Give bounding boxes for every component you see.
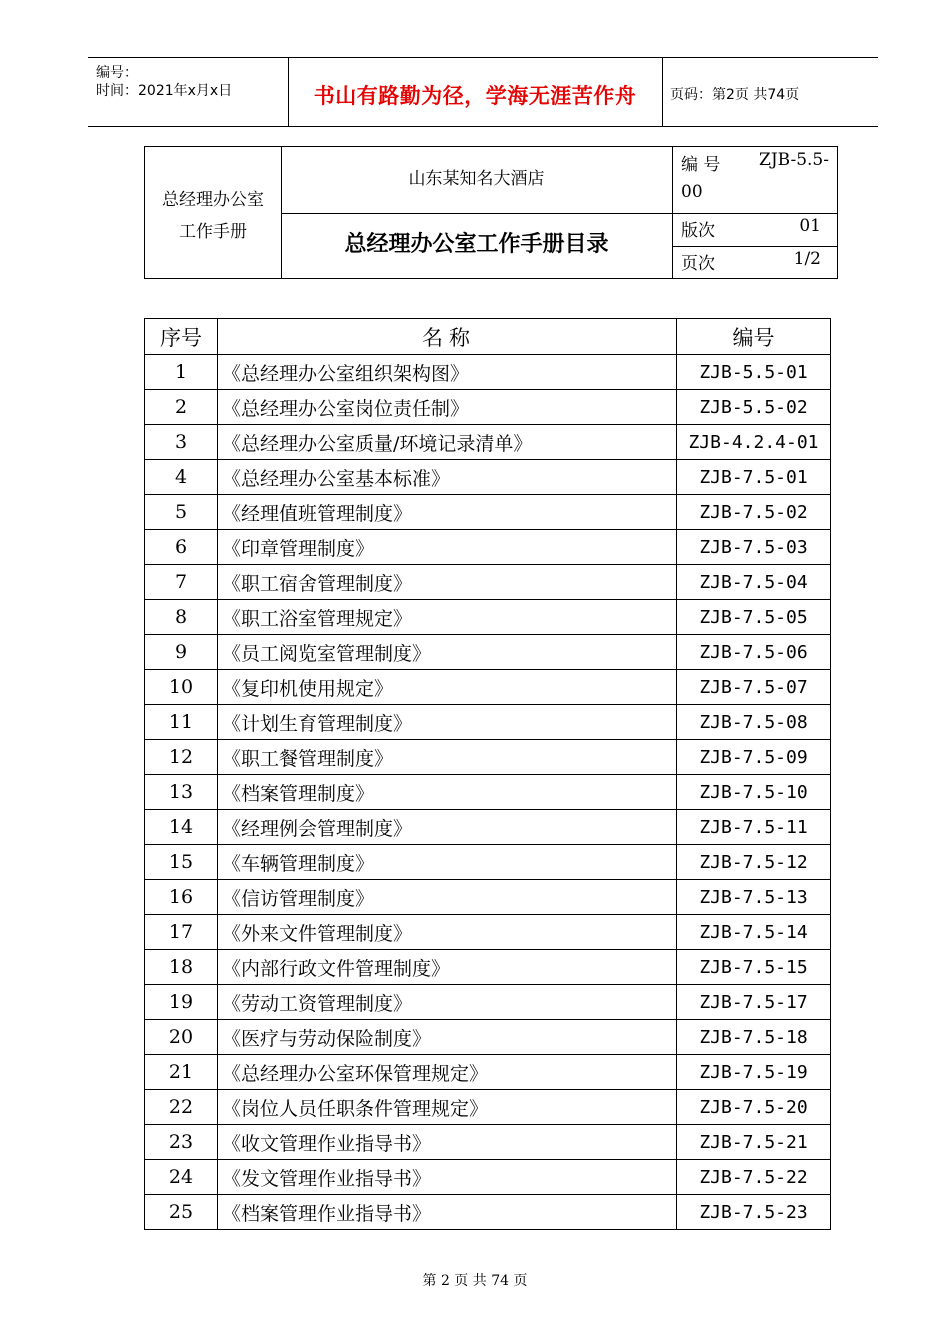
table-row — [145, 460, 831, 495]
table-row — [145, 1055, 831, 1090]
banner-page-info: 页码：第2页 共74页 — [670, 87, 800, 103]
header-name: 名称 — [218, 319, 677, 355]
table-row — [145, 1195, 831, 1230]
table-row — [145, 530, 831, 565]
department-cell — [145, 147, 282, 278]
row-name: 《发文管理作业指导书》 — [218, 1160, 677, 1195]
row-name: 《职工浴室管理规定》 — [218, 600, 677, 635]
row-code: ZJB-7.5-19 — [677, 1055, 831, 1090]
row-code: ZJB-7.5-10 — [677, 775, 831, 810]
table-row — [145, 1020, 831, 1055]
row-name: 《职工宿舍管理制度》 — [218, 565, 677, 600]
contents-table — [144, 318, 831, 1230]
header-code: 编号 — [677, 319, 831, 355]
row-code: ZJB-4.2.4-01 — [677, 425, 831, 460]
page-footer: 第 2 页 共 74 页 — [422, 1273, 528, 1289]
header-number: 序号 — [145, 319, 218, 355]
row-code: ZJB-7.5-01 — [677, 460, 831, 495]
page-value: 1/2 — [793, 249, 821, 269]
row-name: 《总经理办公室质量/环境记录清单》 — [218, 425, 677, 460]
row-code: ZJB-7.5-03 — [677, 530, 831, 565]
banner-page-cell — [662, 58, 878, 126]
row-code: ZJB-7.5-23 — [677, 1195, 831, 1230]
table-row — [145, 355, 831, 390]
table-row — [145, 425, 831, 460]
department-line-2: 工作手册 — [179, 222, 247, 242]
row-number: 3 — [145, 425, 218, 460]
row-number: 6 — [145, 530, 218, 565]
row-number: 15 — [145, 845, 218, 880]
row-number: 5 — [145, 495, 218, 530]
row-name: 《职工餐管理制度》 — [218, 740, 677, 775]
row-number: 25 — [145, 1195, 218, 1230]
row-code: ZJB-7.5-05 — [677, 600, 831, 635]
row-code: ZJB-5.5-02 — [677, 390, 831, 425]
row-name: 《收文管理作业指导书》 — [218, 1125, 677, 1160]
row-code: ZJB-7.5-13 — [677, 880, 831, 915]
row-code: ZJB-7.5-22 — [677, 1160, 831, 1195]
row-code: ZJB-7.5-02 — [677, 495, 831, 530]
table-row — [145, 950, 831, 985]
table-row — [145, 880, 831, 915]
row-number: 22 — [145, 1090, 218, 1125]
banner-slogan-cell — [288, 58, 663, 126]
row-number: 7 — [145, 565, 218, 600]
table-row — [145, 775, 831, 810]
table-row — [145, 810, 831, 845]
table-row — [145, 670, 831, 705]
row-name: 《总经理办公室岗位责任制》 — [218, 390, 677, 425]
row-name: 《总经理办公室基本标准》 — [218, 460, 677, 495]
row-code: ZJB-7.5-08 — [677, 705, 831, 740]
row-number: 17 — [145, 915, 218, 950]
table-row — [145, 845, 831, 880]
banner-slogan: 书山有路勤为径，学海无涯苦作舟 — [313, 84, 637, 108]
row-number: 20 — [145, 1020, 218, 1055]
table-row — [145, 495, 831, 530]
row-number: 21 — [145, 1055, 218, 1090]
row-code: ZJB-7.5-15 — [677, 950, 831, 985]
row-name: 《信访管理制度》 — [218, 880, 677, 915]
table-row — [145, 1125, 831, 1160]
row-code: ZJB-7.5-06 — [677, 635, 831, 670]
row-name: 《档案管理作业指导书》 — [218, 1195, 677, 1230]
row-code: ZJB-7.5-21 — [677, 1125, 831, 1160]
row-name: 《印章管理制度》 — [218, 530, 677, 565]
row-number: 13 — [145, 775, 218, 810]
row-number: 2 — [145, 390, 218, 425]
table-row — [145, 635, 831, 670]
row-number: 24 — [145, 1160, 218, 1195]
row-code: ZJB-7.5-18 — [677, 1020, 831, 1055]
version-cell — [673, 214, 837, 247]
code-label: 编 号 — [681, 155, 721, 175]
row-number: 1 — [145, 355, 218, 390]
row-number: 10 — [145, 670, 218, 705]
table-row — [145, 740, 831, 775]
hotel-name: 山东某知名大酒店 — [281, 147, 673, 214]
table-body — [145, 355, 831, 1230]
top-banner — [88, 57, 878, 127]
row-number: 4 — [145, 460, 218, 495]
row-name: 《医疗与劳动保险制度》 — [218, 1020, 677, 1055]
department-line-1: 总经理办公室 — [162, 190, 264, 210]
row-number: 12 — [145, 740, 218, 775]
row-code: ZJB-7.5-04 — [677, 565, 831, 600]
table-row — [145, 565, 831, 600]
row-name: 《复印机使用规定》 — [218, 670, 677, 705]
row-name: 《经理例会管理制度》 — [218, 810, 677, 845]
table-row — [145, 705, 831, 740]
row-code: ZJB-7.5-07 — [677, 670, 831, 705]
table-row — [145, 1090, 831, 1125]
row-name: 《经理值班管理制度》 — [218, 495, 677, 530]
banner-number-label: 编号： — [96, 65, 138, 81]
document-header — [144, 146, 838, 279]
row-number: 14 — [145, 810, 218, 845]
row-name: 《外来文件管理制度》 — [218, 915, 677, 950]
row-number: 8 — [145, 600, 218, 635]
row-code: ZJB-7.5-11 — [677, 810, 831, 845]
page-label: 页次 — [681, 254, 715, 274]
row-name: 《员工阅览室管理制度》 — [218, 635, 677, 670]
document-title: 总经理办公室工作手册目录 — [281, 214, 673, 278]
row-name: 《档案管理制度》 — [218, 775, 677, 810]
row-number: 19 — [145, 985, 218, 1020]
row-name: 《劳动工资管理制度》 — [218, 985, 677, 1020]
code-cell — [673, 147, 837, 214]
row-code: ZJB-7.5-09 — [677, 740, 831, 775]
version-value: 01 — [799, 216, 821, 236]
row-name: 《岗位人员任职条件管理规定》 — [218, 1090, 677, 1125]
row-number: 18 — [145, 950, 218, 985]
row-name: 《总经理办公室环保管理规定》 — [218, 1055, 677, 1090]
row-name: 《内部行政文件管理制度》 — [218, 950, 677, 985]
row-code: ZJB-7.5-12 — [677, 845, 831, 880]
row-code: ZJB-7.5-14 — [677, 915, 831, 950]
table-header-row — [145, 319, 831, 355]
table-row — [145, 985, 831, 1020]
table-row — [145, 390, 831, 425]
row-name: 《总经理办公室组织架构图》 — [218, 355, 677, 390]
row-number: 23 — [145, 1125, 218, 1160]
code-value-cont: 00 — [681, 182, 703, 202]
row-code: ZJB-5.5-01 — [677, 355, 831, 390]
banner-time-label: 时间：2021年x月x日 — [96, 83, 233, 99]
code-value: ZJB-5.5- — [759, 150, 829, 170]
row-number: 11 — [145, 705, 218, 740]
banner-info-cell — [88, 58, 289, 126]
version-label: 版次 — [681, 221, 715, 241]
row-number: 16 — [145, 880, 218, 915]
table-row — [145, 1160, 831, 1195]
page-cell — [673, 247, 837, 278]
row-name: 《计划生育管理制度》 — [218, 705, 677, 740]
row-code: ZJB-7.5-20 — [677, 1090, 831, 1125]
table-row — [145, 915, 831, 950]
row-number: 9 — [145, 635, 218, 670]
row-code: ZJB-7.5-17 — [677, 985, 831, 1020]
table-row — [145, 600, 831, 635]
row-name: 《车辆管理制度》 — [218, 845, 677, 880]
